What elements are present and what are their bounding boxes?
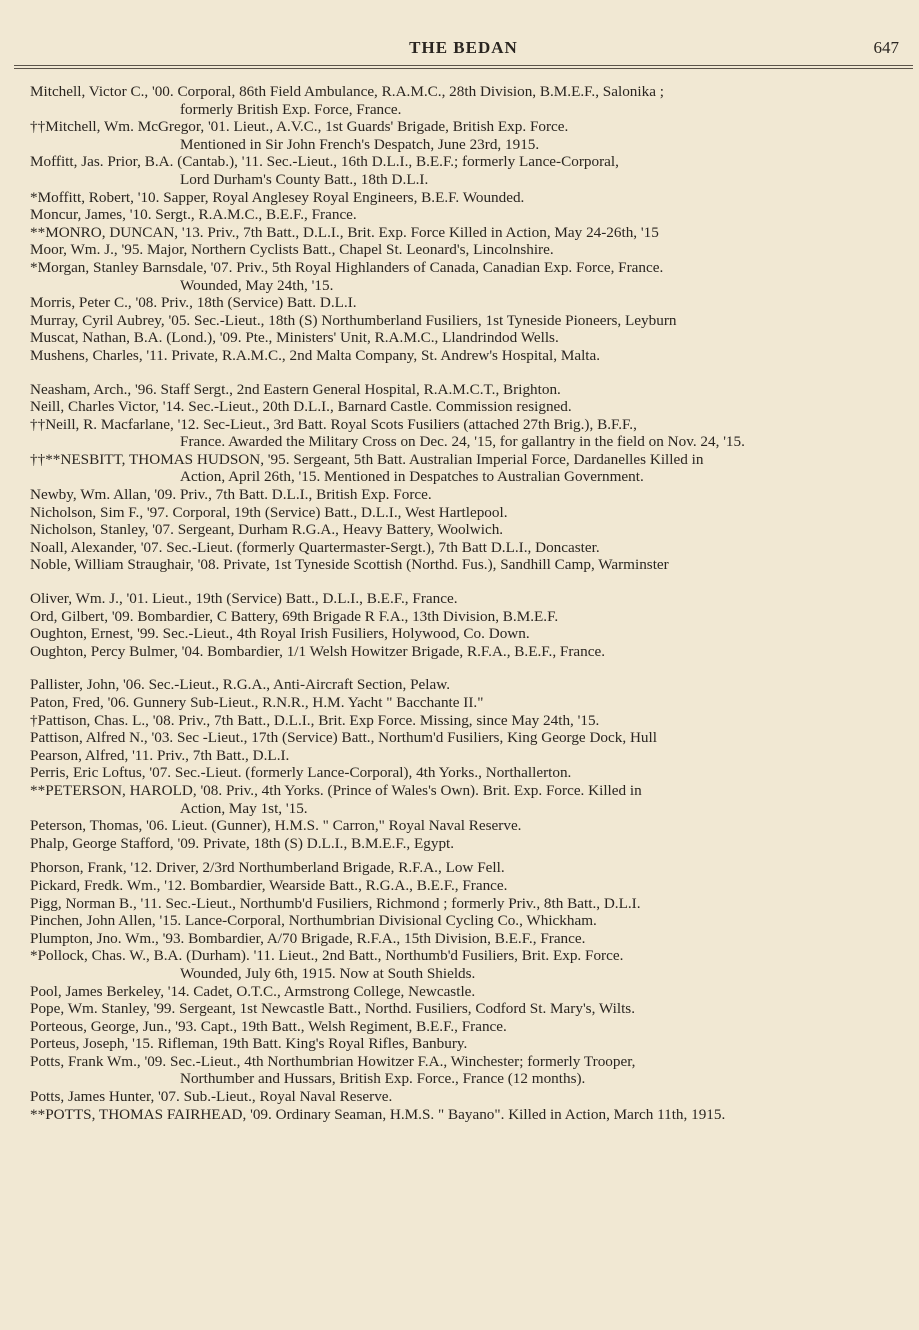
entry-text: Pallister, John, '06. Sec.-Lieut., R.G.A., Anti-Aircraft Section, Pelaw.	[30, 676, 450, 694]
entry-text: Pinchen, John Allen, '15. Lance-Corporal, Northumbrian Divisional Cycling Co., Whickham.	[30, 912, 597, 930]
entry-text: Ord, Gilbert, '09. Bombardier, C Battery, 69th Brigade R F.A., 13th Division, B.M.E.F.	[30, 607, 559, 625]
list-item	[14, 329, 913, 347]
entry-continuation: Mentioned in Sir John French's Despatch, June 23rd, 1915.	[180, 135, 540, 153]
list-item	[14, 381, 913, 399]
list-item	[14, 676, 913, 694]
entry-text: **MONRO, DUNCAN, '13. Priv., 7th Batt., D.L.I., Brit. Exp. Force Killed in Action, May 24-26th, '15	[30, 223, 659, 241]
entry-text: Porteous, George, Jun., '93. Capt., 19th Batt., Welsh Regiment, B.E.F., France.	[30, 1017, 507, 1035]
entry-text: Nicholson, Stanley, '07. Sergeant, Durham R.G.A., Heavy Battery, Woolwich.	[30, 521, 504, 539]
entries-list	[14, 83, 913, 1123]
list-item	[14, 206, 913, 224]
page-number: 647	[873, 38, 899, 57]
list-item	[14, 451, 913, 486]
entry-text: Newby, Wm. Allan, '09. Priv., 7th Batt. D.L.I., British Exp. Force.	[30, 486, 432, 504]
entry-text: *Pollock, Chas. W., B.A. (Durham). '11. Lieut., 2nd Batt., Northumb'd Fusiliers, Brit. Exp. Force.	[30, 947, 624, 965]
entry-text: Noble, William Straughair, '08. Private, 1st Tyneside Scottish (Northd. Fus.), Sandhill Camp, Warminster	[30, 556, 669, 574]
entry-text: Perris, Eric Loftus, '07. Sec.-Lieut. (formerly Lance-Corporal), 4th Yorks., Northallerton.	[30, 764, 572, 782]
entry-text: Noall, Alexander, '07. Sec.-Lieut. (formerly Quartermaster-Sergt.), 7th Batt D.L.I., Doncaster.	[30, 538, 600, 556]
list-item	[14, 817, 913, 835]
list-item	[14, 259, 913, 294]
entry-continuation: Northumber and Hussars, British Exp. Force., France (12 months).	[180, 1070, 586, 1088]
entry-text: Phorson, Frank, '12. Driver, 2/3rd Northumberland Brigade, R.F.A., Low Fell.	[30, 859, 505, 877]
entry-text: †Pattison, Chas. L., '08. Priv., 7th Batt., D.L.I., Brit. Exp Force. Missing, since May 24th, '15.	[30, 711, 600, 729]
entry-text: Neasham, Arch., '96. Staff Sergt., 2nd Eastern General Hospital, R.A.M.C.T., Brighton.	[30, 380, 561, 398]
list-item	[14, 1035, 913, 1053]
entry-text: Pickard, Fredk. Wm., '12. Bombardier, Wearside Batt., R.G.A., B.E.F., France.	[30, 876, 508, 894]
list-item	[14, 590, 913, 608]
list-item	[14, 764, 913, 782]
entry-text: Oughton, Ernest, '99. Sec.-Lieut., 4th Royal Irish Fusiliers, Holywood, Co. Down.	[30, 625, 530, 643]
list-item	[14, 859, 913, 877]
entry-text: Muscat, Nathan, B.A. (Lond.), '09. Pte., Ministers' Unit, R.A.M.C., Llandrindod Wells.	[30, 329, 559, 347]
entry-text: Pattison, Alfred N., '03. Sec -Lieut., 17th (Service) Batt., Northum'd Fusiliers, King George Dock, Hull	[30, 729, 657, 747]
list-item	[14, 83, 913, 118]
entry-continuation: France. Awarded the Military Cross on Dec. 24, '15, for gallantry in the field on Nov. 24, '15.	[180, 433, 745, 451]
running-title: THE BEDAN	[409, 38, 518, 57]
list-item	[14, 930, 913, 948]
entry-text: ††Neill, R. Macfarlane, '12. Sec-Lieut., 3rd Batt. Royal Scots Fusiliers (attached 27th Brig.), B.F.F.,	[30, 415, 637, 433]
list-item	[14, 416, 913, 451]
entry-continuation: Action, May 1st, '15.	[180, 799, 308, 817]
list-item	[14, 347, 913, 365]
entry-text: *Morgan, Stanley Barnsdale, '07. Priv., 5th Royal Highlanders of Canada, Canadian Exp. Force, France.	[30, 258, 664, 276]
entry-text: **PETERSON, HAROLD, '08. Priv., 4th Yorks. (Prince of Wales's Own). Brit. Exp. Force. Killed in	[30, 781, 642, 799]
entry-text: Oliver, Wm. J., '01. Lieut., 19th (Service) Batt., D.L.I., B.E.F., France.	[30, 590, 458, 608]
list-item	[14, 835, 913, 853]
list-item	[14, 556, 913, 574]
entry-text: Plumpton, Jno. Wm., '93. Bombardier, A/70 Brigade, R.F.A., 15th Division, B.E.F., France.	[30, 929, 586, 947]
entry-text: Phalp, George Stafford, '09. Private, 18th (S) D.L.I., B.M.E.F., Egypt.	[30, 834, 455, 852]
list-item	[14, 1000, 913, 1018]
list-item	[14, 747, 913, 765]
list-item	[14, 1088, 913, 1106]
entry-text: ††Mitchell, Wm. McGregor, '01. Lieut., A.V.C., 1st Guards' Brigade, British Exp. Force.	[30, 118, 569, 136]
entry-text: Pope, Wm. Stanley, '99. Sergeant, 1st Newcastle Batt., Northd. Fusiliers, Codford St. Mary's, Wilts.	[30, 1000, 635, 1018]
entry-text: Nicholson, Sim F., '97. Corporal, 19th (Service) Batt., D.L.I., West Hartlepool.	[30, 503, 508, 521]
entry-text: Moncur, James, '10. Sergt., R.A.M.C., B.E.F., France.	[30, 206, 357, 224]
entry-continuation: Wounded, July 6th, 1915. Now at South Shields.	[180, 964, 476, 982]
entry-text: Potts, Frank Wm., '09. Sec.-Lieut., 4th Northumbrian Howitzer F.A., Winchester; formerly Trooper,	[30, 1052, 636, 1070]
list-item	[14, 608, 913, 626]
entry-text: Murray, Cyril Aubrey, '05. Sec.-Lieut., 18th (S) Northumberland Fusiliers, 1st Tyneside Pioneers, Leyburn	[30, 311, 677, 329]
list-item	[14, 694, 913, 712]
list-item	[14, 895, 913, 913]
list-item	[14, 398, 913, 416]
entry-text: Mitchell, Victor C., '00. Corporal, 86th Field Ambulance, R.A.M.C., 28th Division, B.M.E.F., Salonika ;	[30, 83, 664, 100]
entry-text: Pearson, Alfred, '11. Priv., 7th Batt., D.L.I.	[30, 746, 290, 764]
list-item	[14, 1053, 913, 1088]
list-item	[14, 912, 913, 930]
entry-continuation: Lord Durham's County Batt., 18th D.L.I.	[180, 170, 429, 188]
list-item	[14, 504, 913, 522]
list-item	[14, 521, 913, 539]
list-item	[14, 877, 913, 895]
entry-continuation: Action, April 26th, '15. Mentioned in Despatches to Australian Government.	[180, 468, 644, 486]
list-item	[14, 294, 913, 312]
entry-text: Peterson, Thomas, '06. Lieut. (Gunner), H.M.S. " Carron," Royal Naval Reserve.	[30, 817, 522, 835]
list-item	[14, 312, 913, 330]
entry-text: Mushens, Charles, '11. Private, R.A.M.C., 2nd Malta Company, St. Andrew's Hospital, Malta.	[30, 346, 601, 364]
entry-text: ††**NESBITT, THOMAS HUDSON, '95. Sergeant, 5th Batt. Australian Imperial Force, Dardanelles Killed in	[30, 450, 704, 468]
entry-text: Morris, Peter C., '08. Priv., 18th (Service) Batt. D.L.I.	[30, 294, 357, 312]
list-item	[14, 947, 913, 982]
list-item	[14, 241, 913, 259]
entry-text: Neill, Charles Victor, '14. Sec.-Lieut., 20th D.L.I., Barnard Castle. Commission resigned.	[30, 398, 572, 416]
entry-text: *Moffitt, Robert, '10. Sapper, Royal Anglesey Royal Engineers, B.E.F. Wounded.	[30, 188, 525, 206]
list-item	[14, 486, 913, 504]
entry-text: Pool, James Berkeley, '14. Cadet, O.T.C., Armstrong College, Newcastle.	[30, 982, 476, 1000]
entry-text: Moffitt, Jas. Prior, B.A. (Cantab.), '11. Sec.-Lieut., 16th D.L.I., B.E.F.; formerly Lance-Corporal,	[30, 153, 619, 171]
page-header	[14, 32, 913, 62]
list-item	[14, 1106, 913, 1124]
entry-text: Oughton, Percy Bulmer, '04. Bombardier, 1/1 Welsh Howitzer Brigade, R.F.A., B.E.F., France.	[30, 642, 606, 660]
entry-continuation: formerly British Exp. Force, France.	[180, 100, 402, 118]
header-rule	[14, 65, 913, 69]
entry-text: Moor, Wm. J., '95. Major, Northern Cyclists Batt., Chapel St. Leonard's, Lincolnshire.	[30, 241, 554, 259]
entry-text: Paton, Fred, '06. Gunnery Sub-Lieut., R.N.R., H.M. Yacht " Bacchante II."	[30, 694, 484, 711]
list-item	[14, 1018, 913, 1036]
list-item	[14, 782, 913, 817]
list-item	[14, 224, 913, 242]
list-item	[14, 625, 913, 643]
entry-text: Potts, James Hunter, '07. Sub.-Lieut., Royal Naval Reserve.	[30, 1088, 393, 1106]
list-item	[14, 539, 913, 557]
list-item	[14, 153, 913, 188]
list-item	[14, 189, 913, 207]
entry-continuation: Wounded, May 24th, '15.	[180, 276, 334, 294]
list-item	[14, 729, 913, 747]
entry-text: **POTTS, THOMAS FAIRHEAD, '09. Ordinary Seaman, H.M.S. " Bayano". Killed in Action, March 11th, 1915.	[30, 1105, 726, 1123]
entry-text: Porteus, Joseph, '15. Rifleman, 19th Batt. King's Royal Rifles, Banbury.	[30, 1035, 468, 1053]
list-item	[14, 118, 913, 153]
list-item	[14, 983, 913, 1001]
entry-text: Pigg, Norman B., '11. Sec.-Lieut., Northumb'd Fusiliers, Richmond ; formerly Priv., 8th Batt., D.L.I.	[30, 894, 641, 912]
list-item	[14, 643, 913, 661]
list-item	[14, 712, 913, 730]
